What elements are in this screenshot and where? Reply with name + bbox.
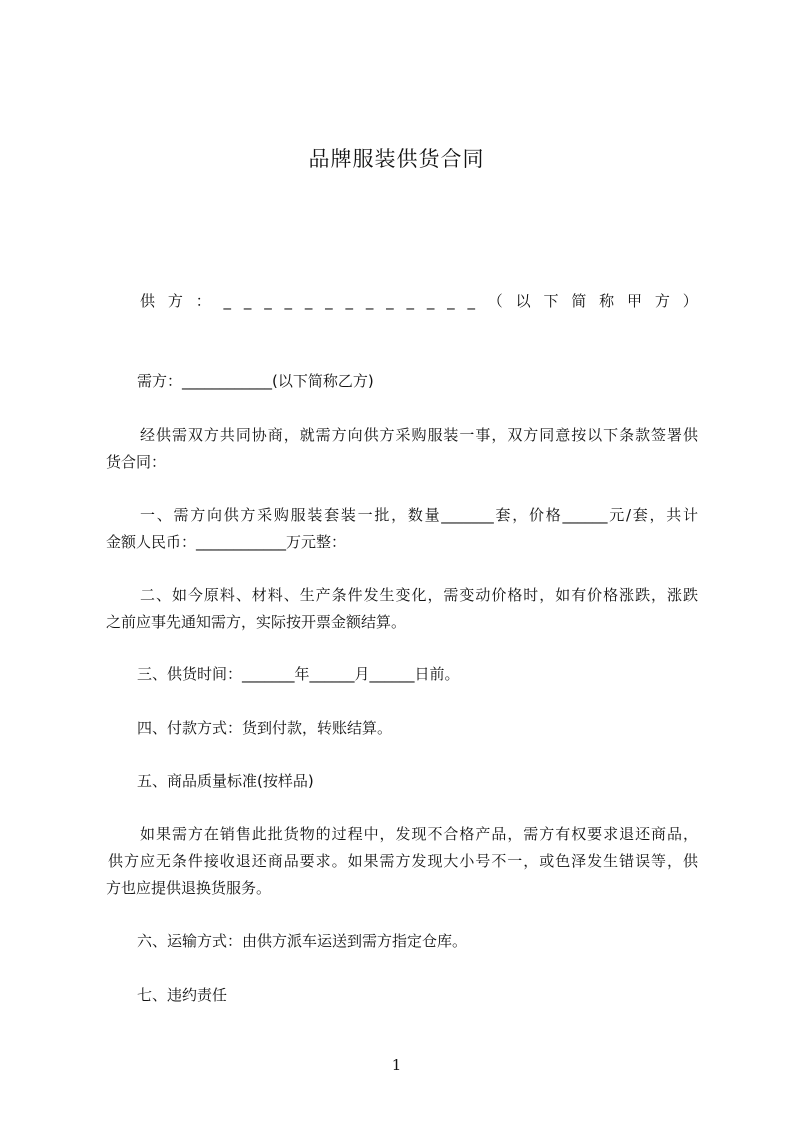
- intro-line-2: 货合同：: [106, 453, 167, 471]
- supplier-blank: _: [325, 292, 333, 310]
- supplier-char: ：: [195, 292, 211, 310]
- clause-6: 六、运输方式：由供方派车运送到需方指定仓库。: [137, 932, 468, 950]
- supplier-blank: _: [264, 292, 272, 310]
- supplier-blank: _: [467, 292, 475, 310]
- page-number: 1: [391, 1056, 402, 1074]
- supplier-blank: _: [365, 292, 374, 310]
- clause-1-line-1: 一、需方向供方采购服装套装一批，数量_______套，价格______元/套，共计: [140, 506, 698, 524]
- supplier-blank: _: [223, 292, 232, 310]
- supplier-blank: _: [345, 292, 353, 310]
- supplier-char: 以: [515, 292, 531, 310]
- supplier-blank: _: [386, 292, 394, 310]
- supplier-char: ）: [682, 292, 698, 310]
- clause-5-line-3: 方也应提供退换货服务。: [106, 879, 272, 897]
- supplier-char: 称: [599, 292, 615, 310]
- clause-2-line-2: 之前应事先通知需方，实际按开票金额结算。: [106, 613, 407, 631]
- clause-2-line-1: 二、如今原料、材料、生产条件发生变化，需变动价格时，如有价格涨跌，涨跌: [140, 586, 698, 604]
- clause-5-line-1: 如果需方在销售此批货物的过程中，发现不合格产品，需方有权要求退还商品，: [140, 825, 698, 843]
- supplier-char: 方: [654, 292, 670, 310]
- supplier-blank: _: [406, 292, 414, 310]
- supplier-char: 方: [167, 292, 183, 310]
- supplier-char: 简: [571, 292, 587, 310]
- clause-5-line-2: 供方应无条件接收退还商品要求。如果需方发现大小号不一，或色泽发生错误等，供: [108, 852, 698, 870]
- clause-7-heading: 七、违约责任: [137, 986, 228, 1004]
- supplier-blank: _: [447, 292, 455, 310]
- buyer-line: 需方：____________(以下简称乙方): [137, 372, 374, 390]
- supplier-char: （: [487, 292, 503, 310]
- clause-1-line-2: 金额人民币：____________万元整：: [106, 533, 347, 551]
- supplier-blank: _: [284, 292, 293, 310]
- supplier-blank: _: [426, 292, 435, 310]
- document-title: 品牌服装供货合同: [308, 147, 485, 171]
- supplier-char: 供: [140, 292, 156, 310]
- intro-line-1: 经供需双方共同协商，就需方向供方采购服装一事，双方同意按以下条款签署供: [140, 426, 698, 444]
- supplier-char: 下: [543, 292, 559, 310]
- clause-5-heading: 五、商品质量标准(按样品): [137, 772, 314, 790]
- clause-4: 四、付款方式：货到付款，转账结算。: [137, 719, 393, 737]
- supplier-blank: _: [243, 292, 252, 310]
- supplier-blank: _: [304, 292, 313, 310]
- clause-3: 三、供货时间：_______年______月______日前。: [137, 665, 460, 683]
- supplier-char: 甲: [627, 292, 643, 310]
- supplier-line: [140, 294, 698, 309]
